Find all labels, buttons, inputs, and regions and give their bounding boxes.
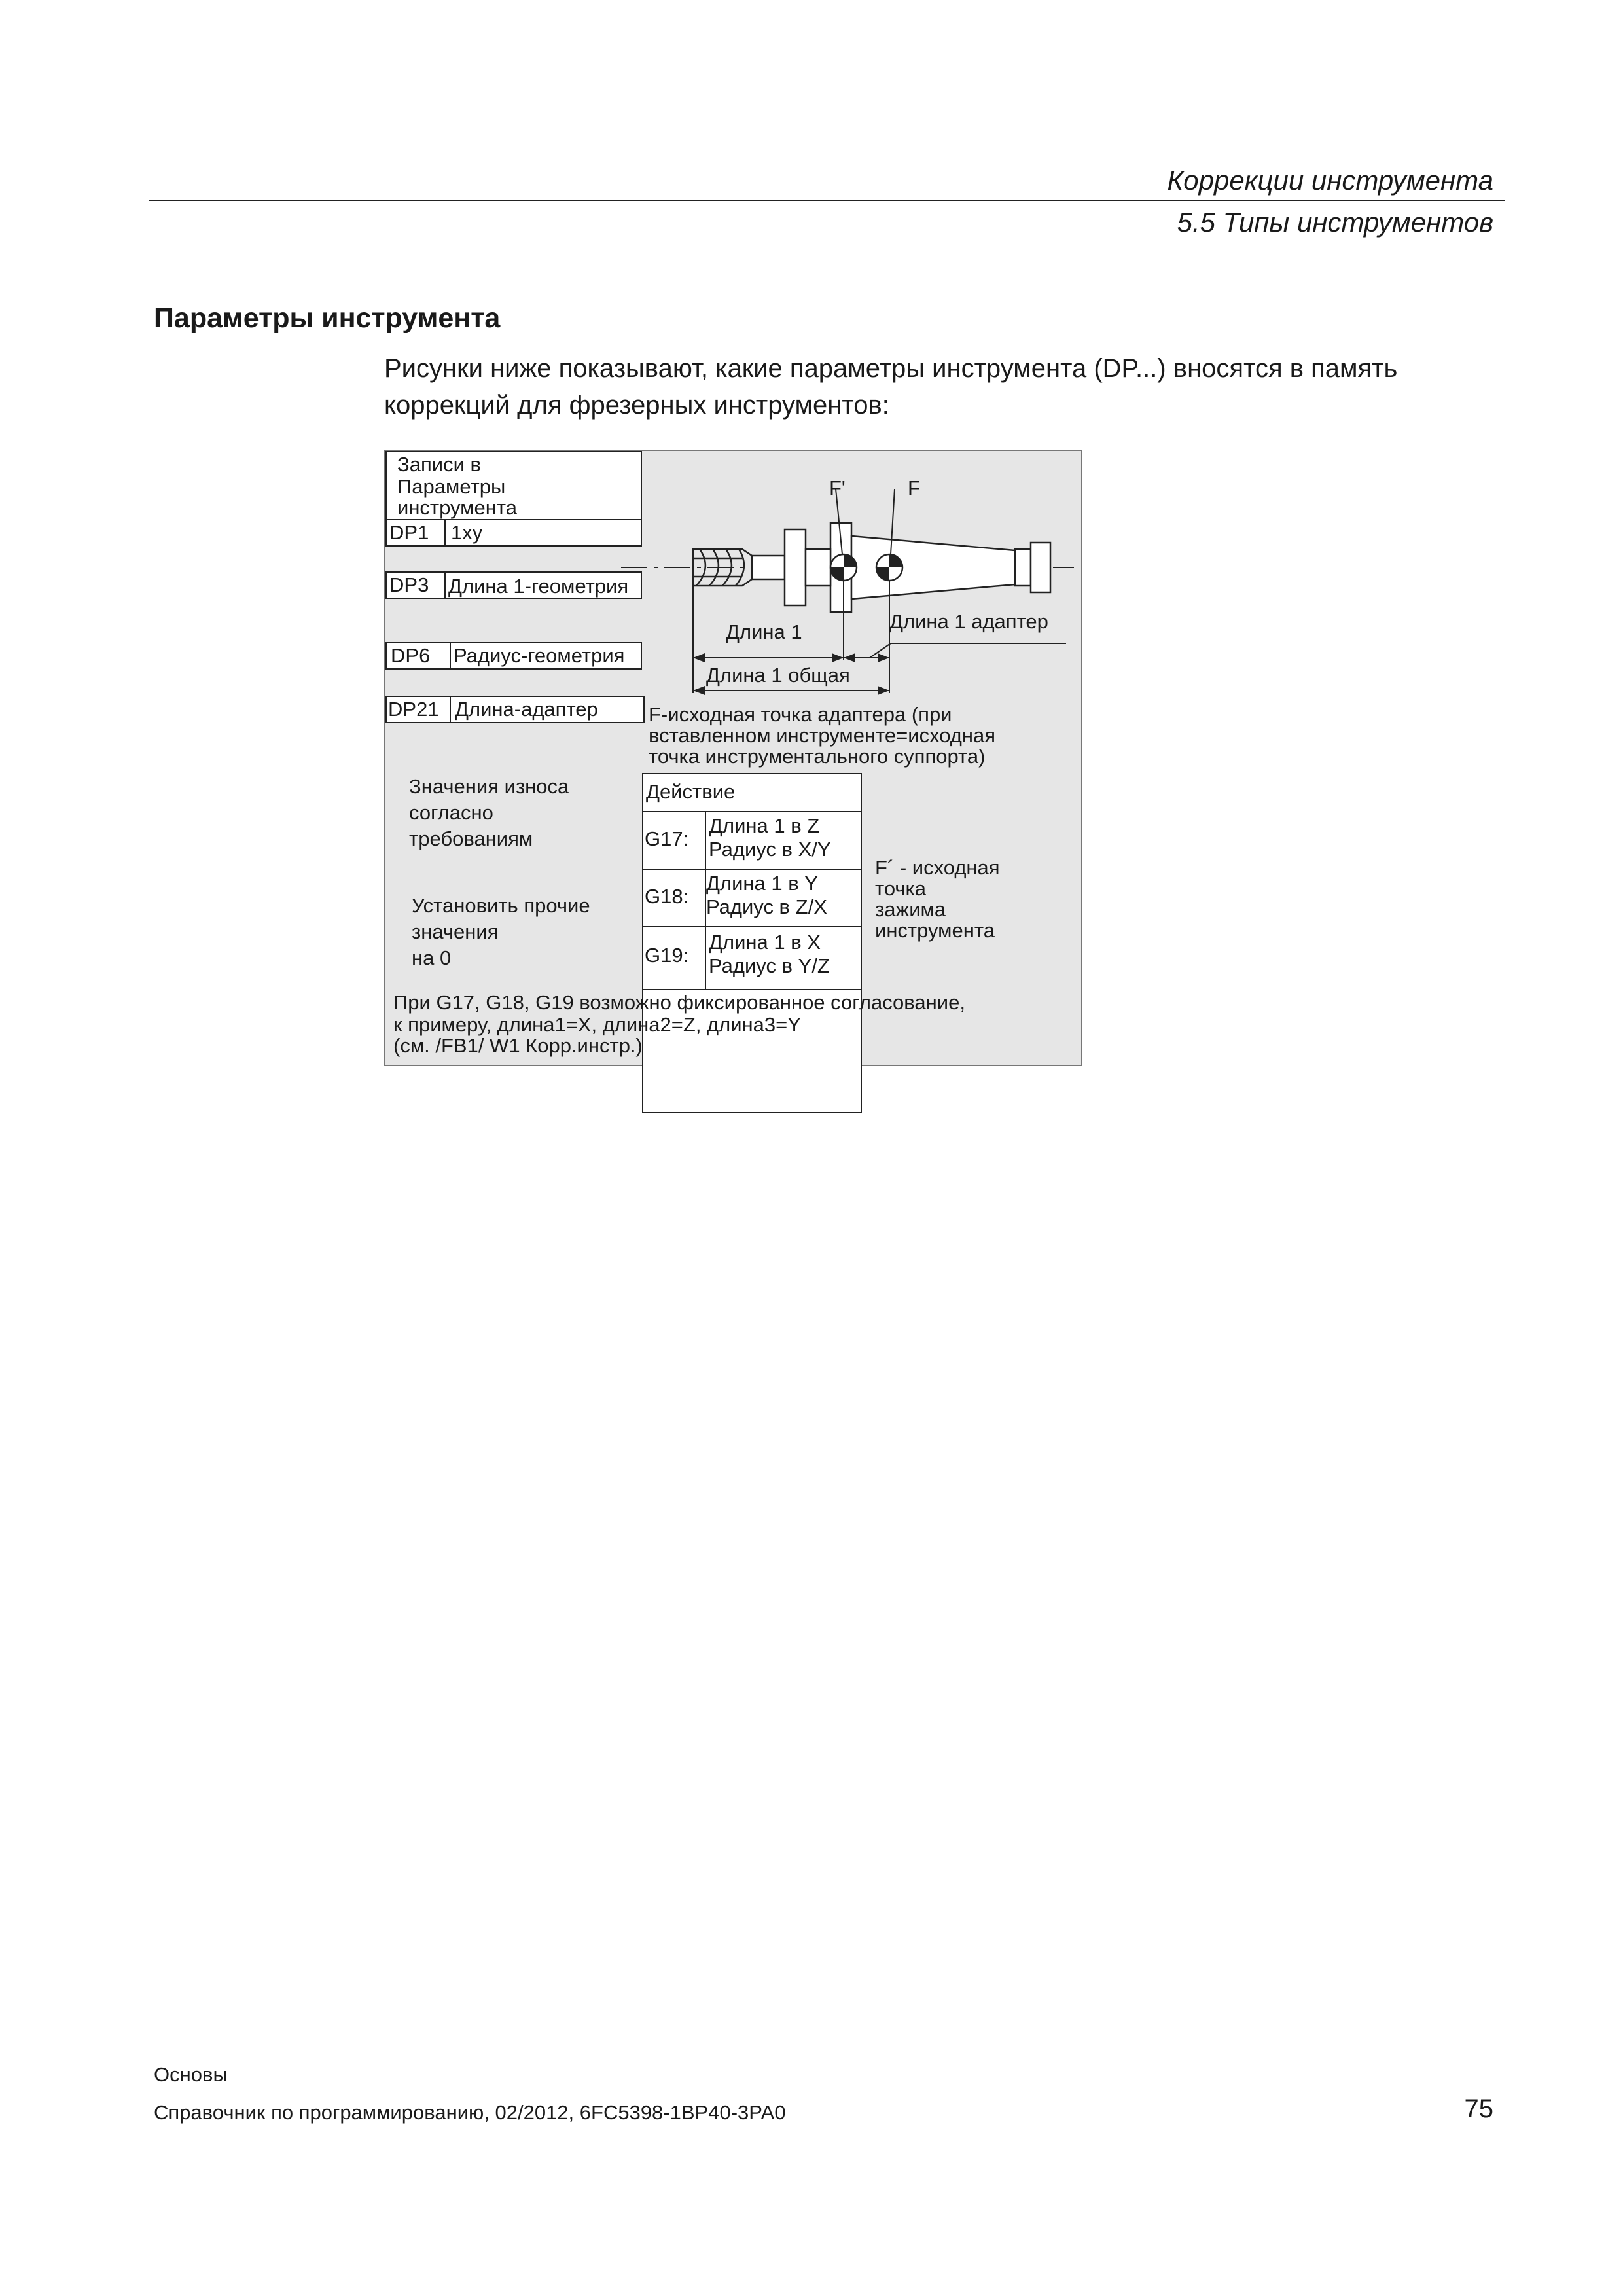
dp-code: DP6 bbox=[391, 644, 431, 667]
wear-note-line: согласно bbox=[409, 801, 493, 824]
tool-collar bbox=[785, 529, 806, 605]
adapter-neck bbox=[806, 549, 830, 586]
f-prime-note-line: F´ - исходная bbox=[875, 856, 1000, 879]
action-line: Радиус в Y/Z bbox=[709, 954, 830, 977]
action-line: Длина 1 в Z bbox=[709, 814, 820, 837]
arrow bbox=[878, 686, 889, 695]
action-code: G17: bbox=[645, 827, 689, 850]
running-header-chapter: Коррекции инструмента bbox=[1167, 165, 1493, 196]
others-note-line: значения bbox=[412, 920, 499, 943]
dp-code: DP1 bbox=[389, 521, 429, 544]
entries-title-line: Параметры bbox=[397, 475, 506, 498]
reference-marker-f bbox=[876, 554, 902, 581]
action-table-divider bbox=[642, 869, 862, 870]
intro-paragraph: Рисунки ниже показывают, какие параметры инструмента (DP...) вносятся в память коррекций для фрезерных инструментов: bbox=[384, 354, 1398, 420]
dp-label: Длина 1-геометрия bbox=[448, 575, 629, 598]
action-table-divider bbox=[642, 989, 862, 990]
action-code: G19: bbox=[645, 944, 689, 967]
action-line: Длина 1 в X bbox=[709, 931, 821, 954]
arrow bbox=[693, 653, 705, 662]
action-line: Радиус в X/Y bbox=[709, 838, 831, 861]
label-length1: Длина 1 bbox=[726, 620, 802, 643]
dp-label: 1xy bbox=[451, 521, 483, 544]
label-length1-total: Длина 1 общая bbox=[706, 664, 850, 687]
footer-title: Основы bbox=[154, 2063, 228, 2086]
f-note-line: F-исходная точка адаптера (при bbox=[649, 703, 952, 726]
page-number: 75 bbox=[1464, 2094, 1493, 2123]
footer-reference: Справочник по программированию, 02/2012, 6FC5398-1BP40-3PA0 bbox=[154, 2101, 786, 2124]
bottom-note-line: (см. /FB1/ W1 Корр.инстр.) bbox=[393, 1034, 643, 1057]
header-rule bbox=[149, 200, 1505, 201]
pull-stud bbox=[1015, 549, 1031, 586]
dp-code: DP21 bbox=[388, 698, 439, 721]
entries-title-line: Записи в bbox=[397, 453, 481, 476]
f-note-line: вставленном инструменте=исходная bbox=[649, 724, 996, 747]
dp-label: Длина-адаптер bbox=[455, 698, 598, 721]
entries-title-line: инструмента bbox=[397, 496, 517, 519]
wear-note-line: требованиям bbox=[409, 827, 533, 850]
f-prime-note-line: инструмента bbox=[875, 919, 995, 942]
arrow bbox=[693, 686, 705, 695]
bottom-note-line: к примеру, длина1=X, длина2=Z, длина3=Y bbox=[393, 1013, 801, 1036]
tool-shank bbox=[752, 556, 785, 579]
action-line: Радиус в Z/X bbox=[706, 895, 827, 918]
pull-stud-head bbox=[1031, 543, 1050, 592]
f-prime-note-line: зажима bbox=[875, 898, 946, 921]
others-note-line: на 0 bbox=[412, 946, 452, 969]
wear-note-line: Значения износа bbox=[409, 775, 569, 798]
action-table-divider bbox=[642, 811, 862, 812]
tool-parameters-figure bbox=[384, 450, 1082, 1066]
dp-label: Радиус-геометрия bbox=[454, 644, 625, 667]
others-note-line: Установить прочие bbox=[412, 894, 590, 917]
arrow bbox=[844, 653, 855, 662]
arrow bbox=[832, 653, 844, 662]
action-line: Длина 1 в Y bbox=[706, 872, 818, 895]
dp-code: DP3 bbox=[389, 573, 429, 596]
label-f-prime: F' bbox=[829, 476, 846, 499]
running-header-section: 5.5 Типы инструментов bbox=[1177, 207, 1493, 238]
reference-marker-f-prime bbox=[830, 554, 857, 581]
section-title: Параметры инструмента bbox=[154, 302, 501, 334]
action-code: G18: bbox=[645, 885, 689, 908]
arrow bbox=[878, 653, 889, 662]
action-header: Действие bbox=[646, 780, 736, 803]
f-prime-note-line: точка bbox=[875, 877, 927, 900]
bottom-note-line: При G17, G18, G19 возможно фиксированное согласование, bbox=[393, 991, 965, 1014]
label-f: F bbox=[908, 476, 920, 499]
f-note-line: точка инструментального суппорта) bbox=[649, 745, 986, 768]
action-table-divider bbox=[642, 926, 862, 927]
label-length1-adapter: Длина 1 адаптер bbox=[889, 610, 1048, 633]
